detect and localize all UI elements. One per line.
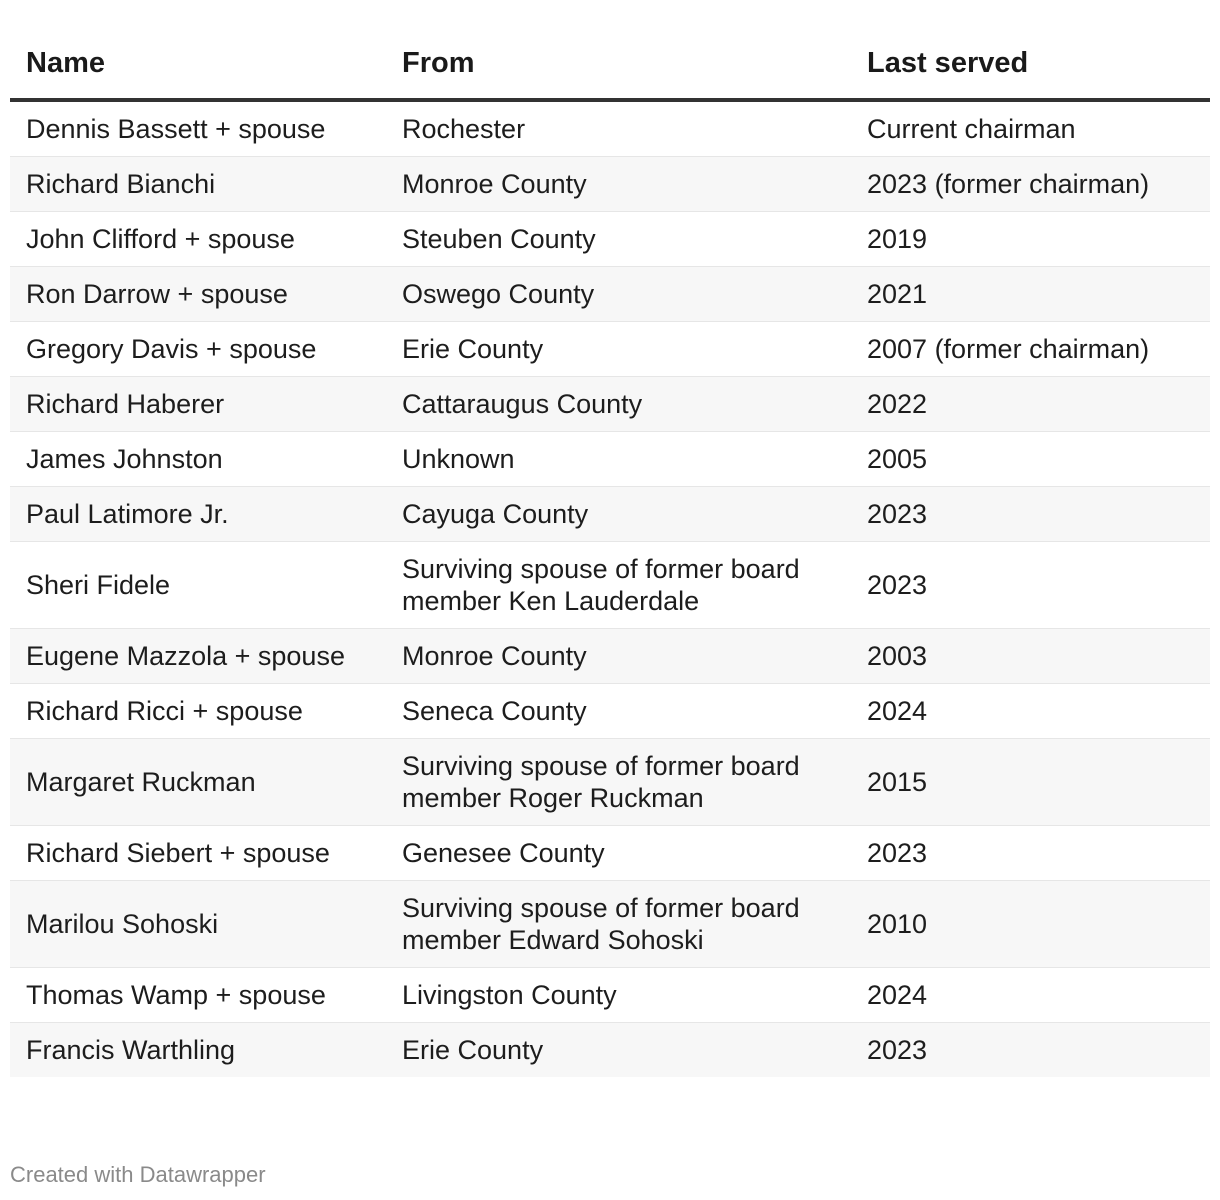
table-row [10,157,1210,212]
table-row [10,542,1210,629]
cell-last-served: 2024 [851,968,1210,1023]
column-header-from[interactable]: From [386,0,851,100]
cell-from: Rochester [386,100,851,157]
table-row [10,212,1210,267]
cell-last-served: 2021 [851,267,1210,322]
cell-name: Richard Haberer [10,377,386,432]
cell-from: Surviving spouse of former board member Ken Lauderdale [386,542,851,629]
cell-name: Gregory Davis + spouse [10,322,386,377]
table-row [10,100,1210,157]
cell-name: Dennis Bassett + spouse [10,100,386,157]
cell-name: Sheri Fidele [10,542,386,629]
cell-from: Surviving spouse of former board member Edward Sohoski [386,881,851,968]
cell-name: Francis Warthling [10,1023,386,1078]
column-header-last-served[interactable]: Last served [851,0,1210,100]
data-table [10,0,1210,1077]
table-row [10,432,1210,487]
cell-name: Paul Latimore Jr. [10,487,386,542]
cell-from: Livingston County [386,968,851,1023]
cell-name: Richard Ricci + spouse [10,684,386,739]
cell-last-served: 2022 [851,377,1210,432]
table-header [10,0,1210,100]
cell-name: Richard Bianchi [10,157,386,212]
cell-last-served: 2019 [851,212,1210,267]
table-row [10,826,1210,881]
cell-name: Eugene Mazzola + spouse [10,629,386,684]
cell-last-served: 2023 [851,826,1210,881]
cell-last-served: 2003 [851,629,1210,684]
table-body [10,100,1210,1077]
cell-last-served: 2023 (former chairman) [851,157,1210,212]
cell-from: Cattaraugus County [386,377,851,432]
cell-from: Unknown [386,432,851,487]
header-row [10,0,1210,100]
cell-last-served: 2015 [851,739,1210,826]
table-row [10,487,1210,542]
cell-from: Seneca County [386,684,851,739]
table-row [10,267,1210,322]
cell-from: Erie County [386,1023,851,1078]
cell-name: Thomas Wamp + spouse [10,968,386,1023]
cell-name: John Clifford + spouse [10,212,386,267]
table-row [10,881,1210,968]
cell-name: Marilou Sohoski [10,881,386,968]
table-row [10,739,1210,826]
cell-last-served: 2007 (former chairman) [851,322,1210,377]
cell-from: Cayuga County [386,487,851,542]
cell-from: Steuben County [386,212,851,267]
datawrapper-credit: Created with Datawrapper [10,1162,266,1187]
data-table-container [10,0,1210,1077]
cell-from: Genesee County [386,826,851,881]
table-row [10,1023,1210,1078]
table-row [10,322,1210,377]
cell-from: Surviving spouse of former board member Roger Ruckman [386,739,851,826]
column-header-name[interactable]: Name [10,0,386,100]
table-row [10,684,1210,739]
table-row [10,629,1210,684]
cell-name: Richard Siebert + spouse [10,826,386,881]
cell-last-served: 2005 [851,432,1210,487]
table-row [10,968,1210,1023]
cell-last-served: 2024 [851,684,1210,739]
cell-from: Monroe County [386,157,851,212]
cell-last-served: 2010 [851,881,1210,968]
cell-name: James Johnston [10,432,386,487]
cell-from: Oswego County [386,267,851,322]
cell-from: Monroe County [386,629,851,684]
cell-name: Margaret Ruckman [10,739,386,826]
cell-name: Ron Darrow + spouse [10,267,386,322]
table-row [10,377,1210,432]
cell-from: Erie County [386,322,851,377]
cell-last-served: 2023 [851,1023,1210,1078]
cell-last-served: 2023 [851,542,1210,629]
cell-last-served: 2023 [851,487,1210,542]
cell-last-served: Current chairman [851,100,1210,157]
